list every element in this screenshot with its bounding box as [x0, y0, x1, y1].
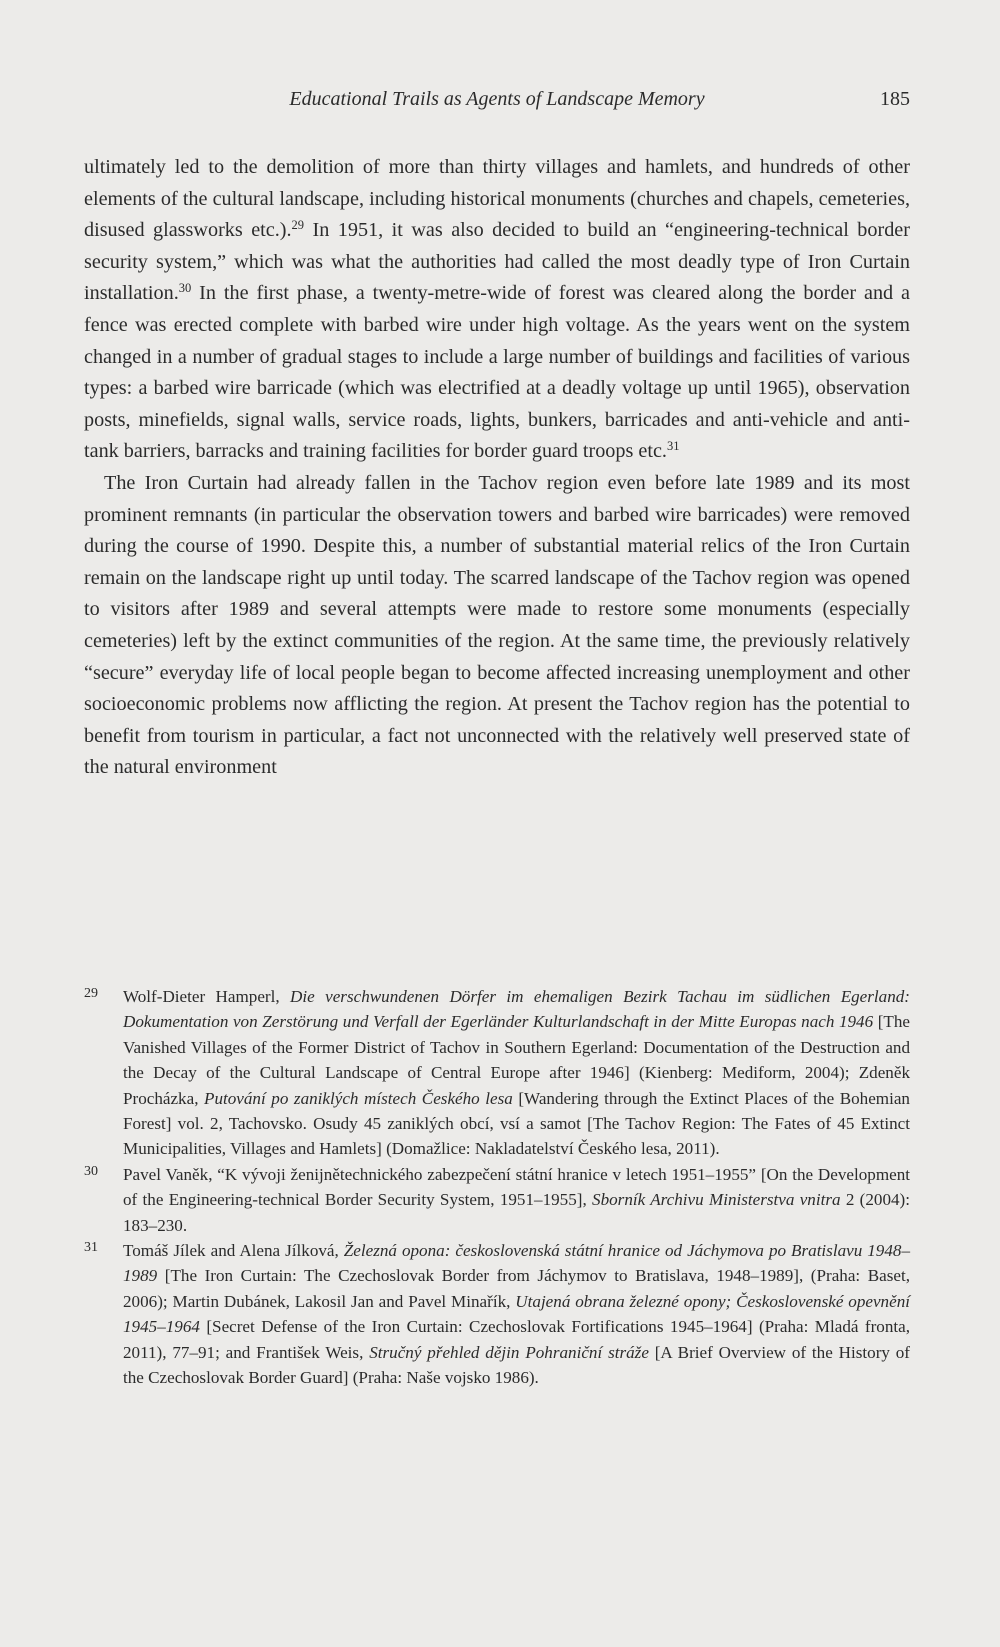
paragraph-1-part-3: In the first phase, a twenty-metre-wide of forest was cleared along the border and a fence was erected complete with barbed wire under high voltage. As the years went on the system changed in a number of gradual stages to include a large number of buildings and facilities of various types: a barbed wire barricade (which was electrified at a deadly voltage up until 1965), observation posts, minefields, signal walls, service roads, lights, bunkers, barricades and anti-vehicle and anti-tank barriers, barracks and training facilities for border guard troops etc.: [84, 282, 910, 463]
paragraph-1-part-1: ultimately led to the demolition of more than thirty villages and hamlets, and hundreds of other elements of the cultural landscape, including historical monuments (churches and chapels, cemeteries, disused glassworks etc.).: [84, 156, 910, 242]
footnote-text: Wolf-Dieter Hamperl,: [123, 987, 291, 1006]
page-number: 185: [880, 88, 910, 110]
footnote-number: 29: [84, 986, 98, 1001]
footnote-title-text: Putování po zaniklých místech Českého lesa: [204, 1088, 513, 1108]
footnote-29: [84, 984, 910, 1162]
footnote-text: [The Vanished Villages of the Former District of Tachov in Southern Egerland: Documentation of the Destruction and the Decay of the Cultural Landscape of Central Europe after 1946] (Kienberg: Mediform, 2004); Zdeněk Procházka,: [123, 1012, 911, 1108]
footnote-ref-30: 30: [178, 281, 192, 296]
body-text: [84, 152, 910, 784]
footnote-text: [Wandering through the Extinct Places of the Bohemian Forest] vol. 2, Tachovsko. Osudy 45 zaniklých obcí, vsí a samot [The Tachov Region: The Fates of 45 Extinct Municipalities, Villages and Hamlets] (Domažlice: Nakladatelství Českého lesa, 2011).: [123, 1088, 910, 1159]
footnote-text: Tomáš Jílek and Alena Jílková,: [123, 1241, 344, 1261]
footnote-text: Pavel Vaněk, “K vývoji ženijnětechnického zabezpečení státní hranice v letech 1951–1955” [On the Development of the Engineering-technical Border Security System, 1951–1955],: [123, 1164, 910, 1210]
running-title: Educational Trails as Agents of Landscape Memory: [289, 88, 705, 110]
paragraph-1-part-2: In 1951, it was also decided to build an “engineering-technical border security system,” which was what the authorities had called the most deadly type of Iron Curtain installation.: [84, 219, 910, 305]
footnote-text: [The Iron Curtain: The Czechoslovak Border from Jáchymov to Bratislava, 1948–1989], (Praha: Baset, 2006); Martin Dubánek, Lakosil Jan and Pavel Minařík,: [123, 1266, 910, 1311]
paragraph-2: The Iron Curtain had already fallen in the Tachov region even before late 1989 and its most prominent remnants (in particular the observation towers and barbed wire barricades) were removed during the course of 1990. Despite this, a number of substantial material relics of the Iron Curtain remain on the landscape right up until today. The scarred landscape of the Tachov region was opened to visitors after 1989 and several attempts were made to restore some monuments (especially cemeteries) left by the extinct communities of the region. At the same time, the previously relatively “secure” everyday life of local people began to become affected increasing unemployment and other socioeconomic problems now afflicting the region. At present the Tachov region has the potential to benefit from tourism in particular, a fact not unconnected with the relatively well preserved state of the natural environment: [84, 471, 910, 779]
footnote-number: 31: [84, 1240, 98, 1256]
footnote-31: [84, 1238, 910, 1390]
footnotes: [84, 984, 910, 1391]
footnote-title-text: Železná opona: československá státní hranice od Jáchymova po Bratislavu 1948–1989: [123, 1241, 910, 1286]
footnote-title-text: Utajená obrana železné opony; Československé opevnění 1945–1964: [123, 1291, 910, 1337]
footnote-ref-29: 29: [291, 218, 305, 233]
footnote-text: [Secret Defense of the Iron Curtain: Czechoslovak Fortifications 1945–1964] (Praha: Mladá fronta, 2011), 77–91; and František Weis,: [123, 1317, 910, 1362]
footnote-text: 2 (2004): 183–230.: [123, 1190, 910, 1235]
footnote-text: [A Brief Overview of the History of the Czechoslovak Border Guard] (Praha: Naše vojsko 1986).: [123, 1342, 911, 1388]
paragraph-1: [84, 152, 910, 468]
footnote-number: 30: [84, 1163, 98, 1179]
footnote-30: [84, 1162, 910, 1238]
running-head: [84, 88, 910, 120]
footnote-ref-31: 31: [666, 439, 680, 454]
footnote-title-text: Stručný přehled dějin Pohraniční stráže: [369, 1342, 649, 1362]
footnote-title-text: Die verschwundenen Dörfer im ehemaligen Bezirk Tachau im südlichen Egerland: Dokumentation von Zerstörung und Verfall der Egerländer Kulturlandschaft in der Mitte Europas nach 1946: [123, 987, 911, 1032]
footnote-title-text: Sborník Archivu Ministerstva vnitra: [592, 1190, 841, 1210]
